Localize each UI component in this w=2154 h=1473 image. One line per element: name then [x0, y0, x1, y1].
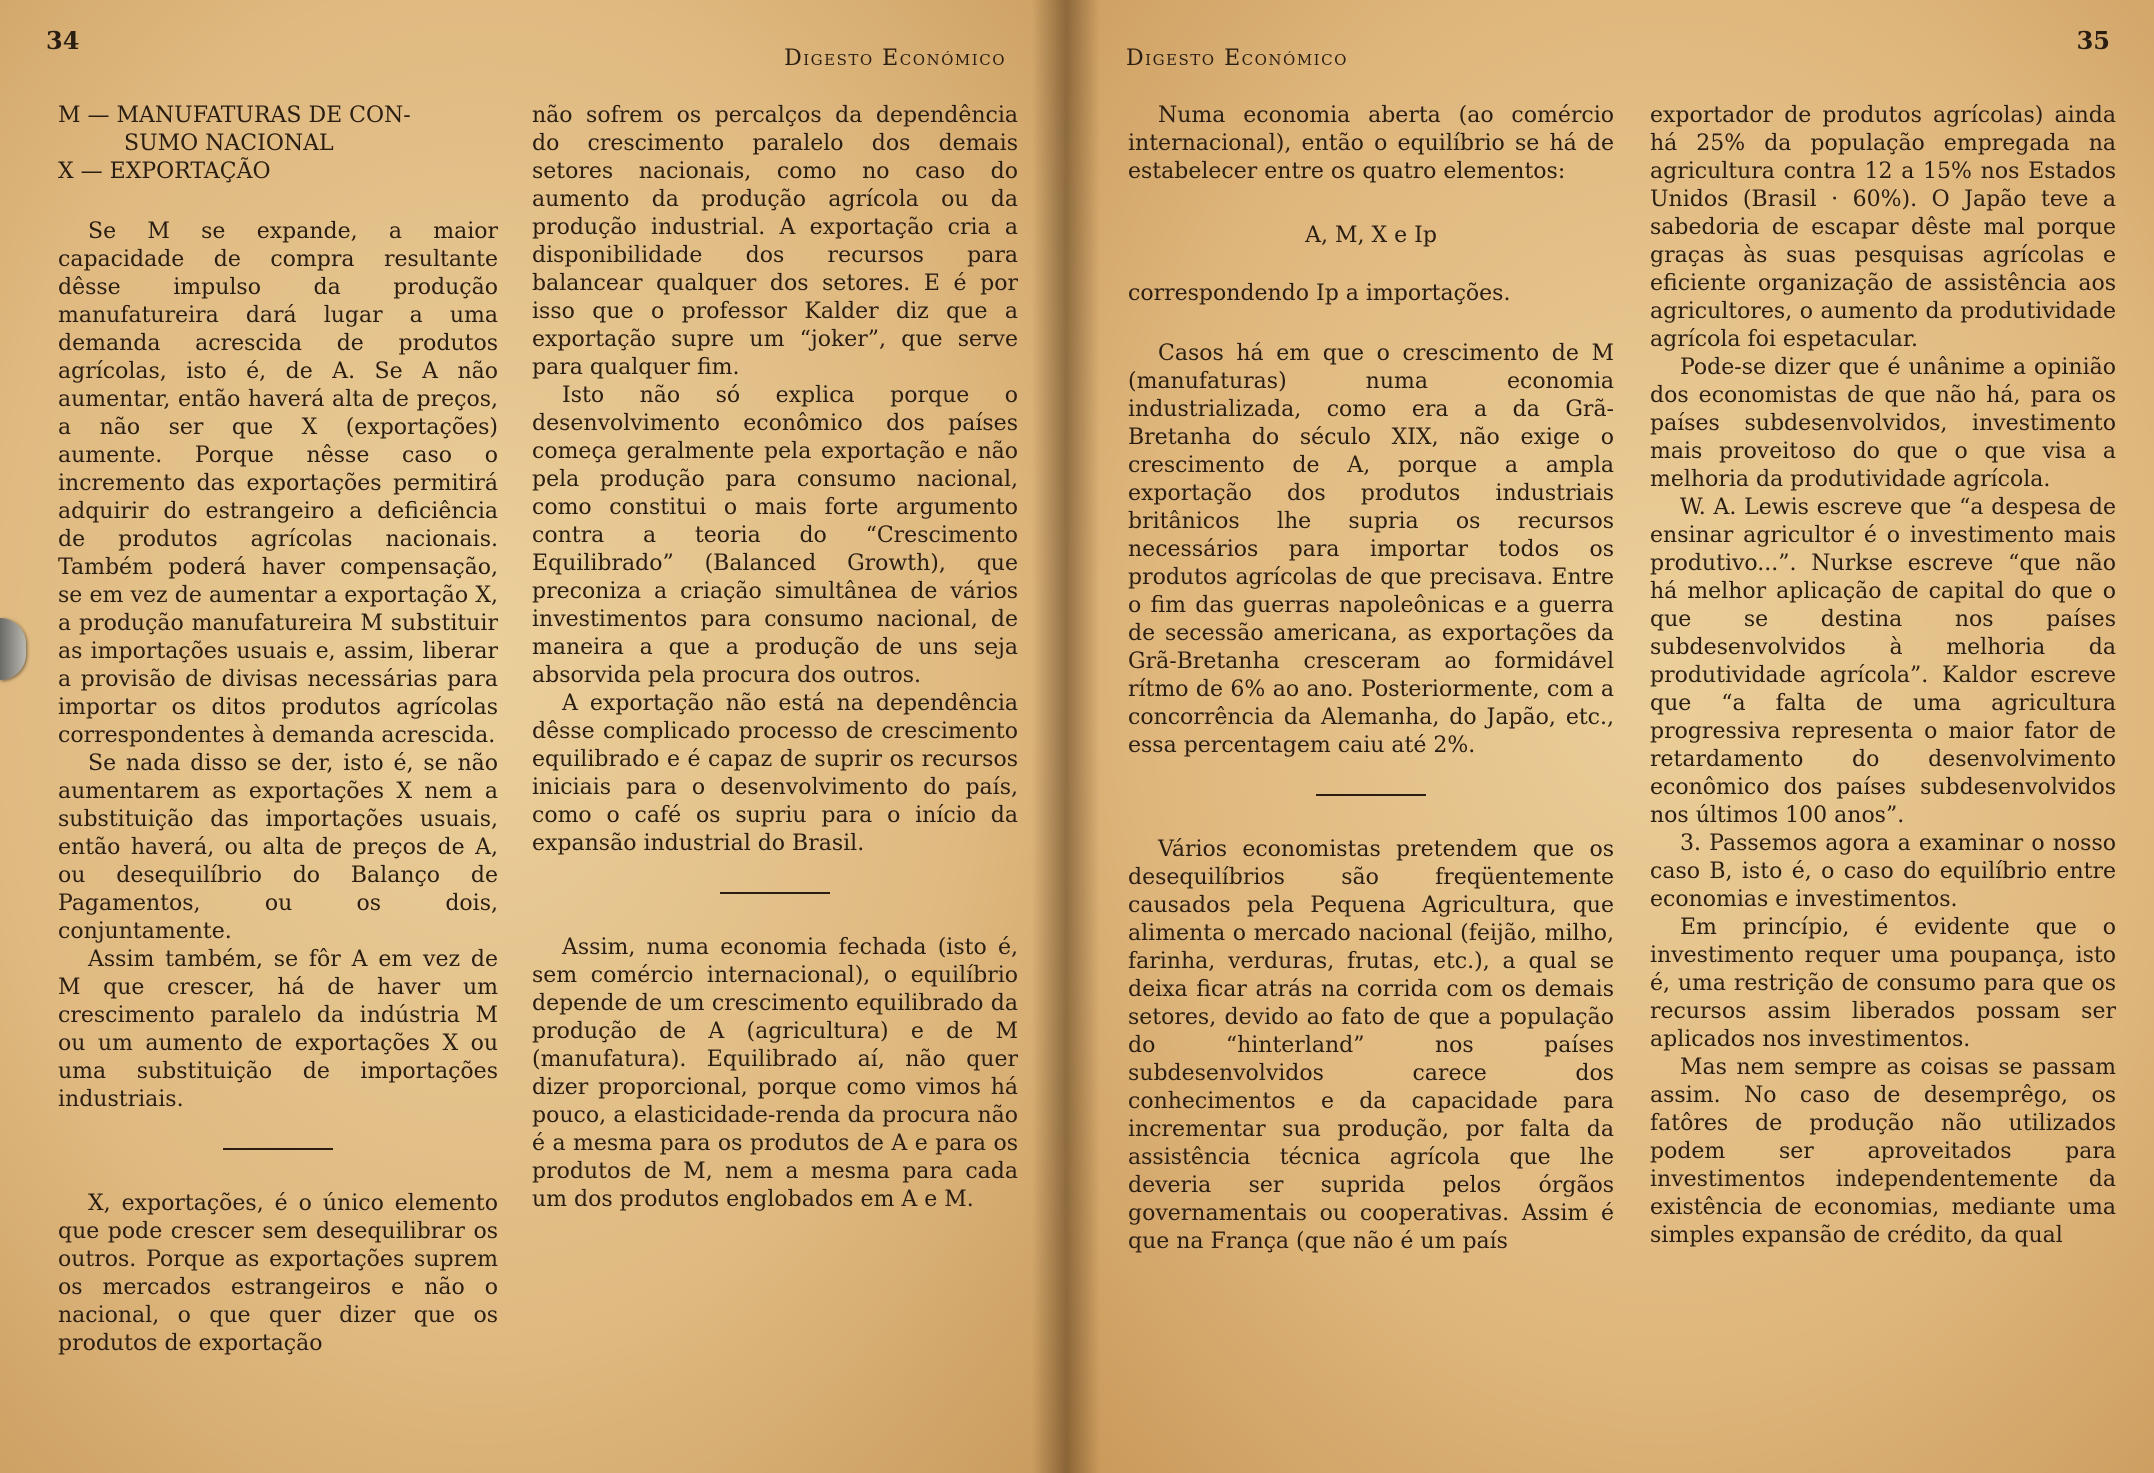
paragraph: W. A. Lewis escreve que “a despesa de ensinar agricultor é o investimento mais produtivo...”. Nurkse escreve “que não há melhor aplicação de capital do que o que se destina nos países subdesenvolvidos à melhoria da produtividade agrícola”. Kaldor escreve que “a falta de uma agricultura progressiva representa o maior fator de retardamento do desenvolvimento econômico dos países subdesenvolvidos nos últimos 100 anos”. — [1650, 495, 2116, 828]
paragraph: Casos há em que o crescimento de M (manufaturas) numa economia industrializada, como era a da Grã-Bretanha do século XIX, não exige o crescimento de A, porque a ampla exportação dos produtos industriais britânicos lhe supria os recursos necessários para importar todos os produtos agrícolas de que precisava. Entre o fim das guerras napoleônicas e a guerra de secessão americana, as exportações da Grã-Bretanha cresceram ao formidável rítmo de 6% ao ano. Posteriormente, com a concorrência da Alemanha, do Japão, etc., essa percentagem caiu até 2%. — [1128, 341, 1614, 758]
paragraph: Pode-se dizer que é unânime a opinião dos economistas de que não há, para os países subdesenvolvidos, investimento mais proveitoso do que o que visa a melhoria da produtividade agrícola. — [1650, 355, 2116, 492]
page-number: 34 — [46, 26, 80, 55]
paragraph: Assim também, se fôr A em vez de M que crescer, há de haver um crescimento paralelo da indústria M ou um aumento de exportações X ou uma substituição de importações industriais. — [58, 947, 498, 1112]
paragraph: Se nada disso se der, isto é, se não aumentarem as exportações X nem a substituição das importações usuais, então haverá, ou alta de preços de A, ou desequilíbrio do Balanço de Pagamentos, ou os dois, conjuntamente. — [58, 751, 498, 944]
paragraph: Mas nem sempre as coisas se passam assim. No caso de desemprêgo, os fatôres de produção não utilizados podem ser aproveitados para investimentos independentemente da existência de economias, mediante uma simples expansão de crédito, da qual — [1650, 1055, 2116, 1248]
left-page — [0, 0, 1066, 1473]
left-column-2 — [532, 102, 1018, 1214]
section-divider — [720, 892, 830, 894]
paragraph: Em princípio, é evidente que o investimento requer uma poupança, isto é, uma restrição de consumo para que os recursos assim liberados possam ser aplicados nos investimentos. — [1650, 915, 2116, 1052]
paragraph: Isto não só explica porque o desenvolvimento econômico dos países começa geralmente pela exportação e não pela produção para consumo nacional, como constitui o mais forte argumento contra a teoria do “Crescimento Equilibrado” (Balanced Growth), que preconiza a criação simultânea de vários investimentos para consumo nacional, de maneira a que a produção de uns seja absorvida pela procura dos outros. — [532, 383, 1018, 688]
paragraph: Assim, numa economia fechada (isto é, sem comércio internacional), o equilíbrio depende de um crescimento equilibrado da produção de A (agricultura) e de M (manufatura). Equilibrado aí, não quer dizer proporcional, porque como vimos há pouco, a elasticidade-renda da procura não é a mesma para os produtos de A e para os produtos de M, nem a mesma para cada um dos produtos englobados em A e M. — [532, 935, 1018, 1212]
section-divider — [1316, 794, 1426, 796]
paragraph: exportador de produtos agrícolas) ainda há 25% da população empregada na agricultura contra 12 a 15% nos Estados Unidos (Brasil · 60%). O Japão teve a sabedoria de escapar dêste mal porque graças às suas pesquisas agrícolas e eficiente organização de assistência aos agricultores, o aumento da produtividade agrícola foi espetacular. — [1650, 103, 2116, 352]
right-page — [1066, 0, 2154, 1473]
paragraph: Vários economistas pretendem que os desequilíbrios são freqüentemente causados pela Pequena Agricultura, que alimenta o mercado nacional (feijão, milho, farinha, verduras, frutas, etc.), a qual se deixa ficar atrás na corrida com os demais setores, devido ao fato de que a população do “hinterland” nos países subdesenvolvidos carece dos conhecimentos e da capacidade para incrementar sua produção, por falta da assistência técnica agrícola que lhe deveria ser suprida pelos órgãos governamentais ou cooperativas. Assim é que na França (que não é um país — [1128, 837, 1614, 1254]
gutter-shadow — [1066, 0, 1100, 1473]
heading-line: SUMO NACIONAL — [124, 131, 334, 156]
right-column-1 — [1128, 102, 1614, 1256]
paragraph: Numa economia aberta (ao comércio internacional), então o equilíbrio se há de estabelecer entre os quatro elementos: — [1128, 103, 1614, 184]
paragraph: X, exportações, é o único elemento que pode crescer sem desequilibrar os outros. Porque as exportações suprem os mercados estrangeiros e não o nacional, o que quer dizer que os produtos de exportação — [58, 1191, 498, 1356]
paragraph: correspondendo Ip a importações. — [1128, 281, 1511, 306]
running-header: Digesto Económico — [1126, 46, 1348, 71]
gutter-shadow — [1032, 0, 1066, 1473]
page-clip — [0, 618, 26, 680]
page-number: 35 — [2076, 26, 2110, 55]
paragraph: não sofrem os percalços da dependência do crescimento paralelo dos demais setores nacionais, como no caso do aumento da produção agrícola ou da produção industrial. A exportação cria a disponibilidade dos recursos para balancear qualquer dos setores. E é por isso que o professor Kalder diz que a exportação supre um “joker”, que serve para qualquer fim. — [532, 103, 1018, 380]
formula: A, M, X e Ip — [1305, 223, 1437, 248]
section-heading-x: X — EXPORTAÇÃO — [58, 159, 271, 184]
heading-line: M — MANUFATURAS DE CON- — [58, 103, 411, 128]
left-column-1 — [58, 102, 498, 1358]
running-header: Digesto Económico — [784, 46, 1006, 71]
paragraph: A exportação não está na dependência dêsse complicado processo de crescimento equilibrado e é capaz de suprir os recursos iniciais para o desenvolvimento do país, como o café os supriu para o início da expansão industrial do Brasil. — [532, 691, 1018, 856]
right-column-2 — [1650, 102, 2116, 1250]
section-divider — [223, 1148, 333, 1150]
paragraph: 3. Passemos agora a examinar o nosso caso B, isto é, o caso do equilíbrio entre economias e investimentos. — [1650, 831, 2116, 912]
paragraph: Se M se expande, a maior capacidade de compra resultante dêsse impulso da produção manufatureira dará lugar a uma demanda acrescida de produtos agrícolas, isto é, de A. Se A não aumentar, então haverá alta de preços, a não ser que X (exportações) aumente. Porque nêsse caso o incremento das exportações permitirá adquirir do estrangeiro a deficiência de produtos agrícolas nacionais. Também poderá haver compensação, se em vez de aumentar a exportação X, a produção manufatureira M substituir as importações usuais e, assim, liberar a provisão de divisas necessárias para importar os ditos produtos agrícolas correspondentes à demanda acrescida. — [58, 219, 498, 748]
section-heading-m — [58, 102, 498, 158]
